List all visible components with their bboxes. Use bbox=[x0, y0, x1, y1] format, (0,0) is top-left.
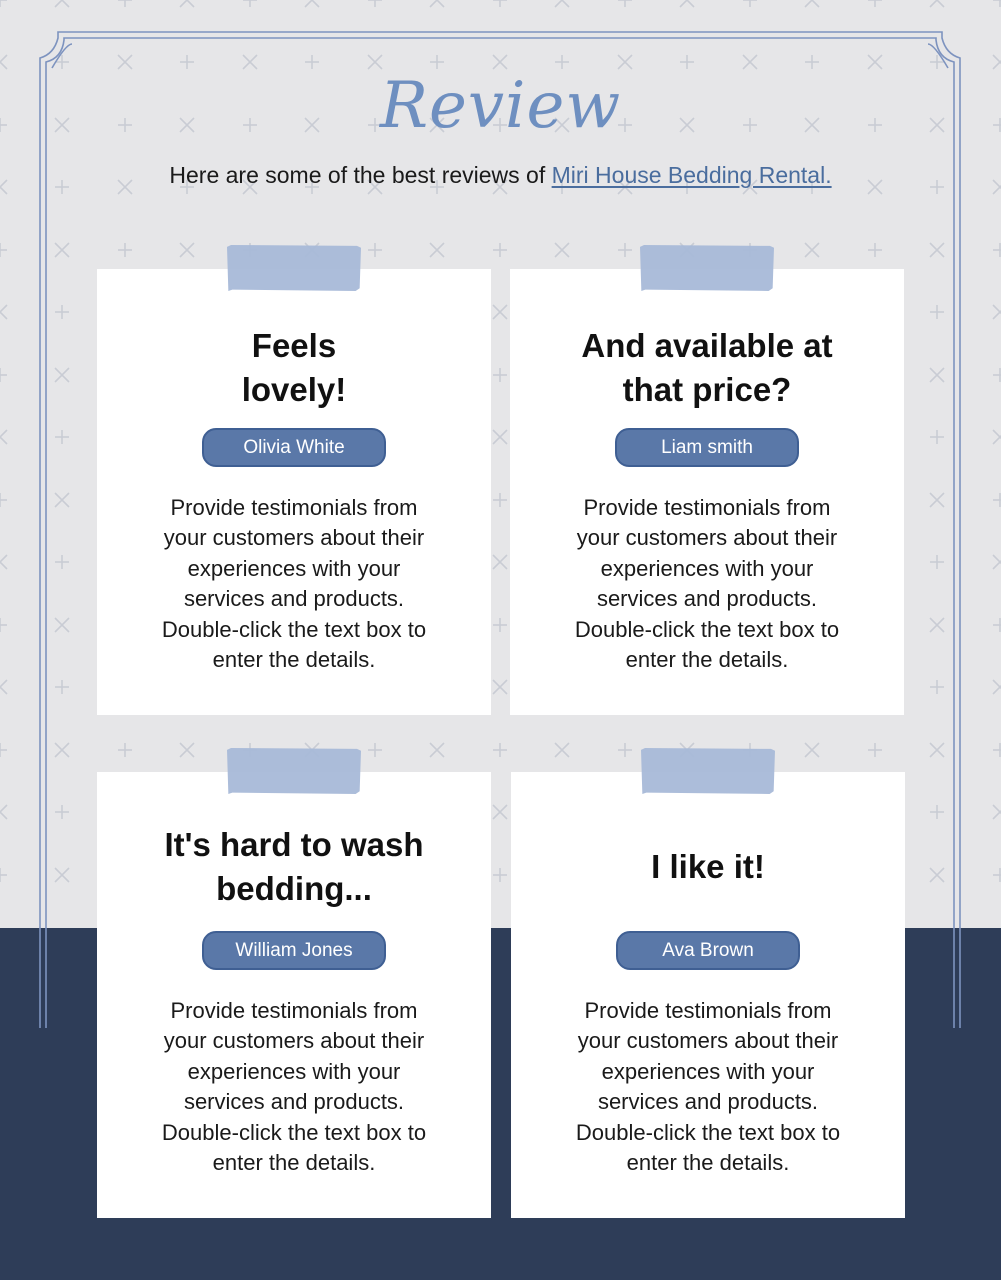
page-subtitle bbox=[0, 162, 1001, 189]
reviewer-name-badge: Liam smith bbox=[615, 428, 799, 467]
review-body-line: Double-click the text box to bbox=[575, 1119, 841, 1145]
review-body-line: experiences with your bbox=[187, 1058, 401, 1084]
tape-decoration bbox=[641, 748, 775, 794]
review-body-line: services and products. bbox=[183, 1089, 405, 1115]
review-title-line: I like it! bbox=[651, 848, 765, 885]
review-title-line: bedding... bbox=[216, 870, 372, 907]
review-title-line: lovely! bbox=[241, 371, 347, 408]
review-body-line: services and products. bbox=[596, 586, 818, 612]
review-body-line: Provide testimonials from bbox=[170, 495, 418, 520]
tape-decoration bbox=[227, 748, 361, 794]
review-body bbox=[540, 493, 874, 675]
reviewer-name-badge: William Jones bbox=[202, 931, 386, 970]
tape-decoration bbox=[640, 245, 774, 291]
review-body-line: Double-click the text box to bbox=[161, 616, 427, 642]
review-body-line: Provide testimonials from bbox=[583, 495, 831, 520]
review-title bbox=[137, 324, 451, 412]
review-body-line: Provide testimonials from bbox=[584, 998, 832, 1023]
review-body-line: enter the details. bbox=[212, 647, 376, 673]
review-body-line: your customers about their bbox=[576, 525, 838, 551]
review-body-line: experiences with your bbox=[600, 555, 814, 581]
review-body-line: enter the details. bbox=[626, 1150, 790, 1176]
review-title bbox=[551, 845, 865, 889]
review-body bbox=[127, 996, 461, 1178]
review-title bbox=[550, 324, 864, 412]
review-title-line: It's hard to wash bbox=[164, 826, 424, 863]
review-card bbox=[510, 269, 904, 715]
review-body-line: enter the details. bbox=[212, 1150, 376, 1176]
review-body-line: Provide testimonials from bbox=[170, 998, 418, 1023]
review-body bbox=[127, 493, 461, 675]
review-body-line: enter the details. bbox=[625, 647, 789, 673]
review-body-line: experiences with your bbox=[601, 1058, 815, 1084]
review-body-line: your customers about their bbox=[163, 1028, 425, 1054]
reviewer-name-badge: Ava Brown bbox=[616, 931, 800, 970]
brand-link[interactable]: Miri House Bedding Rental. bbox=[551, 162, 832, 188]
review-title-line: And available at bbox=[581, 327, 833, 364]
reviewer-name-badge: Olivia White bbox=[202, 428, 386, 467]
review-body-line: your customers about their bbox=[577, 1028, 839, 1054]
review-body-line: services and products. bbox=[183, 586, 405, 612]
review-card bbox=[97, 772, 491, 1218]
review-title bbox=[137, 823, 451, 911]
review-body-line: Double-click the text box to bbox=[161, 1119, 427, 1145]
review-body bbox=[541, 996, 875, 1178]
subtitle-text: Here are some of the best reviews of bbox=[169, 162, 552, 188]
review-card bbox=[511, 772, 905, 1218]
review-body-line: experiences with your bbox=[187, 555, 401, 581]
tape-decoration bbox=[227, 245, 361, 291]
review-body-line: your customers about their bbox=[163, 525, 425, 551]
review-title-line: Feels bbox=[251, 327, 337, 364]
page-title: Review bbox=[379, 69, 622, 143]
review-body-line: services and products. bbox=[597, 1089, 819, 1115]
review-body-line: Double-click the text box to bbox=[574, 616, 840, 642]
review-title-line: that price? bbox=[622, 371, 792, 408]
review-card bbox=[97, 269, 491, 715]
